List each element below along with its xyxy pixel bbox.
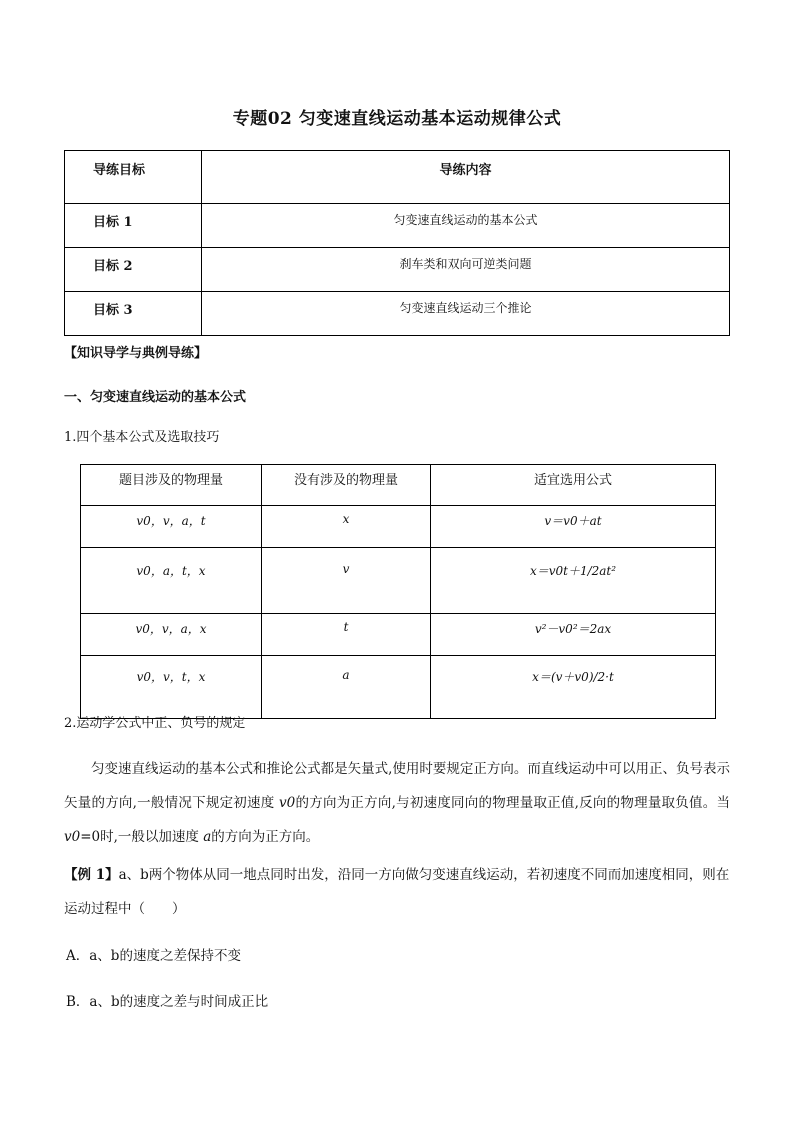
formula-cell: x＝(v＋v0)/2·t xyxy=(431,656,716,719)
sign-convention-paragraph: 匀变速直线运动的基本公式和推论公式都是矢量式,使用时要规定正方向。而直线运动中可以用正、负号表示矢量的方向,一般情况下规定初速度 v0的方向为正方向,与初速度同向的物理量取正值,反向的物理量取负值。当 v0=0时,一般以加速度 a的方向为正方向。 xyxy=(64,761,730,845)
sub1-heading: 1.四个基本公式及选取技巧 xyxy=(64,430,220,445)
involved-cell: v0，v，a，t xyxy=(81,506,262,548)
v0-symbol: v0 xyxy=(64,829,81,845)
example-label: 【例 1】 xyxy=(64,867,119,883)
involved-cell: v0，v，t，x xyxy=(81,656,262,719)
section1-heading: 一、匀变速直线运动的基本公式 xyxy=(64,390,247,405)
option-a xyxy=(66,944,241,964)
v0-symbol: v0 xyxy=(279,795,296,811)
sub2-heading: 2.运动学公式中正、负号的规定 xyxy=(64,716,246,731)
goal-row xyxy=(65,248,730,292)
header-formula: 适宜选用公式 xyxy=(431,465,716,506)
goal-cell: 目标 1 xyxy=(65,204,202,248)
formula-cell: v²－v0²＝2ax xyxy=(431,614,716,656)
option-text: a、b的速度之差保持不变 xyxy=(89,948,241,964)
page-title: 专题02 匀变速直线运动基本运动规律公式 xyxy=(232,109,562,129)
formula-row xyxy=(81,614,716,656)
header-missing: 没有涉及的物理量 xyxy=(262,465,431,506)
missing-cell: a xyxy=(262,656,431,719)
missing-cell: t xyxy=(262,614,431,656)
formula-table xyxy=(80,464,716,719)
option-label: A． xyxy=(66,948,90,964)
formula-row xyxy=(81,548,716,614)
example-text: a、b两个物体从同一地点同时出发，沿同一方向做匀变速直线运动，若初速度不同而加速度相同，则在运动过程中（ ） xyxy=(64,867,730,917)
option-text: a、b的速度之差与时间成正比 xyxy=(89,994,269,1010)
missing-cell: x xyxy=(262,506,431,548)
goal-header-content: 导练内容 xyxy=(202,151,730,204)
option-b xyxy=(66,990,268,1010)
goal-cell: 目标 2 xyxy=(65,248,202,292)
goal-row xyxy=(65,292,730,336)
content-cell: 匀变速直线运动的基本公式 xyxy=(202,204,730,248)
goal-table xyxy=(64,150,730,336)
formula-cell: v＝v0＋at xyxy=(431,506,716,548)
content-cell: 匀变速直线运动三个推论 xyxy=(202,292,730,336)
formula-table-header xyxy=(81,465,716,506)
goal-row xyxy=(65,204,730,248)
example-1 xyxy=(64,858,730,926)
header-involved: 题目涉及的物理量 xyxy=(81,465,262,506)
formula-row xyxy=(81,506,716,548)
goal-cell: 目标 3 xyxy=(65,292,202,336)
formula-row xyxy=(81,656,716,719)
content-cell: 刹车类和双向可逆类问题 xyxy=(202,248,730,292)
option-label: B． xyxy=(66,994,90,1010)
goal-header-goal: 导练目标 xyxy=(65,151,202,204)
involved-cell: v0，v，a，x xyxy=(81,614,262,656)
knowledge-heading: 【知识导学与典例导练】 xyxy=(64,346,208,361)
missing-cell: v xyxy=(262,548,431,614)
goal-table-header xyxy=(65,151,730,204)
a-symbol: a xyxy=(203,829,212,845)
formula-cell: x＝v0t＋1/2at² xyxy=(431,548,716,614)
involved-cell: v0，a，t，x xyxy=(81,548,262,614)
